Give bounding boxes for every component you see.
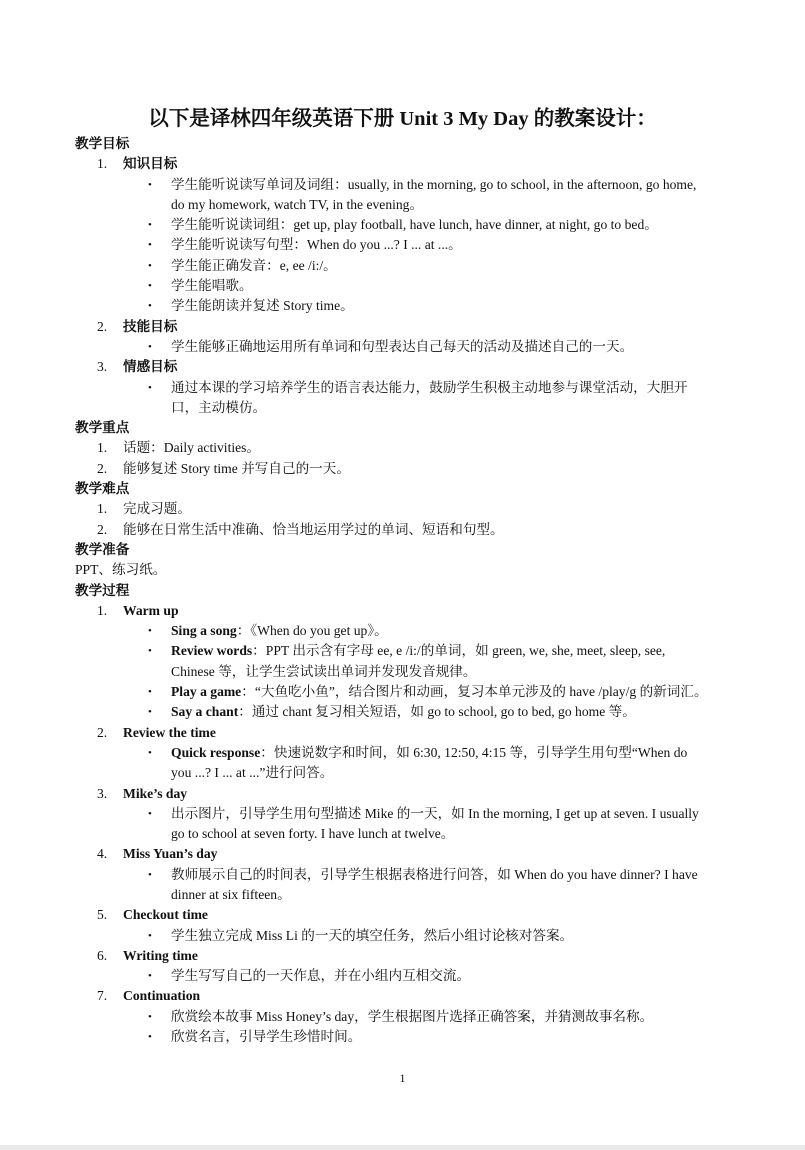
bullet-text: 出示图片，引导学生用句型描述 Mike 的一天，如 In the morning, I get up at seven. I usually	[171, 805, 699, 821]
list-item	[75, 459, 735, 479]
item-label: Checkout time	[123, 907, 208, 923]
bullet-text: ：快速说数字和时间，如 6:30, 12:50, 4:15 等，引导学生用句型“When do	[260, 744, 688, 760]
list-item	[75, 946, 735, 966]
list-item	[75, 499, 735, 519]
section-heading-key-points: 教学重点	[75, 420, 130, 436]
item-number: 1.	[97, 501, 108, 517]
item-label: Writing time	[123, 947, 198, 963]
bullet-item	[75, 702, 735, 722]
section-heading-difficulties: 教学难点	[75, 481, 130, 497]
item-number: 3.	[97, 785, 108, 801]
bullet-continuation: Chinese 等，让学生尝试读出单词并发现发音规律。	[171, 663, 477, 679]
bullet-item	[75, 641, 735, 661]
item-text: 话题：Daily activities。	[123, 440, 261, 456]
bullet-icon: •	[148, 746, 152, 759]
item-number: 5.	[97, 907, 108, 923]
bullet-bold-label: Say a chant	[171, 704, 239, 720]
bullet-icon: •	[148, 645, 152, 658]
bullet-item	[75, 1027, 735, 1047]
bullet-continuation: dinner at six fifteen。	[171, 886, 291, 902]
page-number: 1	[399, 1071, 406, 1085]
bullet-icon: •	[148, 625, 152, 638]
bullet-text: ：《When do you get up》。	[236, 623, 388, 639]
bullet-text: 学生能够正确地运用所有单词和句型表达自己每天的活动及描述自己的一天。	[171, 338, 634, 354]
list-item	[75, 986, 735, 1006]
list-item	[75, 438, 735, 458]
bullet-text: 学生能听说读写单词及词组：usually, in the morning, go to school, in the afternoon, go home,	[171, 176, 697, 192]
item-number: 2.	[97, 318, 108, 334]
bullet-text: 教师展示自己的时间表，引导学生根据表格进行问答，如 When do you have dinner? I have	[171, 866, 698, 882]
bullet-bold-label: Quick response	[171, 744, 261, 760]
bullet-item	[75, 865, 735, 885]
item-number: 2.	[97, 724, 108, 740]
bullet-item	[75, 621, 735, 641]
bullet-icon: •	[148, 300, 152, 313]
bullet-icon: •	[148, 280, 152, 293]
item-number: 1.	[97, 602, 108, 618]
bullet-item	[75, 682, 735, 702]
bullet-item	[75, 256, 735, 276]
list-item	[75, 154, 735, 174]
bullet-icon: •	[148, 340, 152, 353]
bullet-continuation: you ...? I ... at ...”进行问答。	[171, 765, 334, 781]
bullet-item	[75, 235, 735, 255]
bullet-text: 学生能正确发音：e, ee /i:/。	[171, 257, 337, 273]
section-heading-objectives: 教学目标	[75, 136, 130, 151]
bullet-text: ：通过 chant 复习相关短语，如 go to school, go to bed, go home 等。	[238, 704, 636, 720]
item-label: Review the time	[123, 724, 216, 740]
bullet-text: 学生能听说读写句型：When do you ...? I ... at ...。	[171, 237, 462, 253]
bullet-text: 学生写写自己的一天作息，并在小组内互相交流。	[171, 968, 471, 984]
bullet-continuation: go to school at seven forty. I have lunch at twelve。	[171, 826, 455, 842]
bullet-text: 学生能朗读并复述 Story time。	[171, 298, 354, 314]
item-label: 情感目标	[123, 359, 178, 375]
item-number: 2.	[97, 460, 108, 476]
preparation-text: PPT、练习纸。	[75, 562, 167, 578]
item-number: 2.	[97, 521, 108, 537]
section-heading-preparation: 教学准备	[75, 541, 130, 557]
item-number: 6.	[97, 947, 108, 963]
bullet-bold-label: Play a game	[171, 684, 242, 700]
bullet-icon: •	[148, 929, 152, 942]
bullet-bold-label: Review words	[171, 643, 253, 659]
bullet-item	[75, 175, 735, 195]
list-item	[75, 601, 735, 621]
document-title: 以下是译林四年级英语下册 Unit 3 My Day 的教案设计：	[148, 108, 657, 130]
list-item	[75, 317, 735, 337]
bullet-item	[75, 296, 735, 316]
bullet-item	[75, 337, 735, 357]
item-label: 技能目标	[123, 318, 178, 334]
item-text: 能够复述 Story time 并写自己的一天。	[123, 460, 350, 476]
bullet-icon: •	[148, 970, 152, 983]
bullet-text: 欣赏名言，引导学生珍惜时间。	[171, 1029, 362, 1045]
bullet-item	[75, 743, 735, 763]
list-item	[75, 357, 735, 377]
bullet-icon: •	[148, 706, 152, 719]
bullet-text: 学生独立完成 Miss Li 的一天的填空任务，然后小组讨论核对答案。	[171, 927, 574, 943]
item-number: 1.	[97, 440, 108, 456]
item-number: 7.	[97, 988, 108, 1004]
bullet-item	[75, 215, 735, 235]
bullet-text: ：PPT 出示含有字母 ee, e /i:/的单词，如 green, we, she, meet, sleep, see,	[252, 643, 666, 659]
bullet-icon: •	[148, 239, 152, 252]
item-label: Continuation	[123, 988, 201, 1004]
bullet-item	[75, 1007, 735, 1027]
list-item	[75, 723, 735, 743]
item-number: 4.	[97, 846, 108, 862]
list-item	[75, 905, 735, 925]
bullet-icon: •	[148, 1010, 152, 1023]
bullet-continuation: 口，主动模仿。	[171, 399, 267, 415]
bullet-icon: •	[148, 259, 152, 272]
bullet-item	[75, 966, 735, 986]
list-item	[75, 784, 735, 804]
bullet-item	[75, 804, 735, 824]
list-item	[75, 520, 735, 540]
item-number: 3.	[97, 359, 108, 375]
bullet-item	[75, 926, 735, 946]
bullet-text: 学生能听说读词组：get up, play football, have lunch, have dinner, at night, go to bed。	[171, 217, 658, 233]
bullet-icon: •	[148, 381, 152, 394]
bullet-icon: •	[148, 807, 152, 820]
item-label: Miss Yuan’s day	[123, 846, 218, 862]
page-bottom-edge	[0, 1145, 805, 1150]
document-body	[75, 134, 735, 1047]
bullet-icon: •	[148, 868, 152, 881]
list-item	[75, 844, 735, 864]
item-number: 1.	[97, 156, 108, 172]
bullet-item	[75, 378, 735, 398]
item-label: Warm up	[123, 602, 179, 618]
item-text: 完成习题。	[123, 501, 191, 517]
item-label: Mike’s day	[123, 785, 188, 801]
bullet-bold-label: Sing a song	[171, 623, 237, 639]
item-label: 知识目标	[123, 156, 178, 172]
section-heading-procedure: 教学过程	[75, 582, 130, 598]
bullet-icon: •	[148, 1031, 152, 1044]
bullet-icon: •	[148, 178, 152, 191]
bullet-text: ：“大鱼吃小鱼”，结合图片和动画，复习本单元涉及的 have /play/g 的新词汇。	[241, 684, 708, 700]
bullet-icon: •	[148, 686, 152, 699]
bullet-text: 学生能唱歌。	[171, 278, 253, 294]
bullet-icon: •	[148, 219, 152, 232]
item-text: 能够在日常生活中准确、恰当地运用学过的单词、短语和句型。	[123, 521, 504, 537]
bullet-text: 欣赏绘本故事 Miss Honey’s day，学生根据图片选择正确答案，并猜测故事名称。	[171, 1008, 654, 1024]
bullet-text: 通过本课的学习培养学生的语言表达能力，鼓励学生积极主动地参与课堂活动，大胆开	[171, 379, 688, 395]
bullet-item	[75, 276, 735, 296]
bullet-continuation: do my homework, watch TV, in the evening。	[171, 196, 424, 212]
